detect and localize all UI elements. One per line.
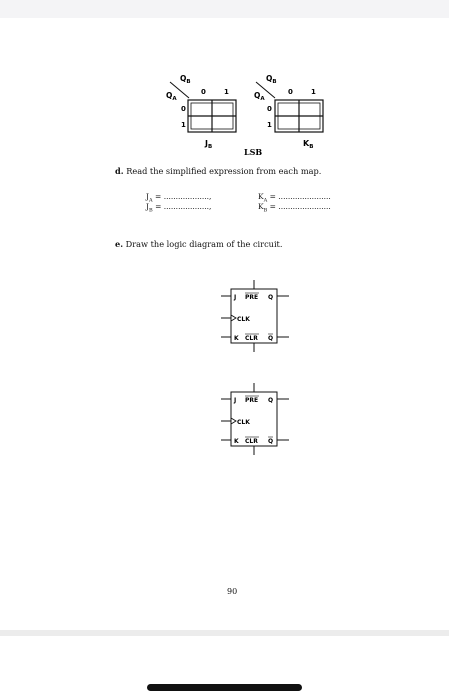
section-d-text: Read the simplified expression from each map. xyxy=(126,166,322,176)
kmap-label-kb: $K_B$ xyxy=(303,139,314,150)
pin-pre: PRE xyxy=(245,397,259,404)
pin-clr: CLR xyxy=(245,335,258,342)
expr-sub: B xyxy=(149,207,153,214)
kmap-row-header: 0 xyxy=(181,105,186,113)
pin-j: J xyxy=(234,397,237,404)
jk-flipflop-1 xyxy=(221,280,289,352)
pin-q: Q xyxy=(268,294,274,301)
jk-flipflop-2 xyxy=(221,383,289,455)
section-e-text: Draw the logic diagram of the circuit. xyxy=(125,239,283,249)
pin-clk: CLK xyxy=(237,316,250,323)
section-d-letter: d. xyxy=(115,166,124,176)
page-number: 90 xyxy=(227,587,238,596)
kmap-row-header: 1 xyxy=(181,121,186,129)
pin-k: K xyxy=(234,335,239,342)
kmap-col-var: $Q_B$ xyxy=(180,74,191,85)
kmap-row-var: $Q_A$ xyxy=(254,91,265,102)
expr-var: J xyxy=(146,192,150,201)
expr-var: K xyxy=(258,192,264,201)
answer-blank[interactable]: ..................., xyxy=(163,192,212,201)
answer-blank[interactable]: ..................., xyxy=(163,202,212,211)
kmap-col-header: 0 xyxy=(288,88,293,96)
kmap-row-header: 1 xyxy=(267,121,272,129)
pin-q: Q xyxy=(268,397,274,404)
expr-sub: B xyxy=(263,207,268,214)
pin-clk: CLK xyxy=(237,419,250,426)
pin-pre: PRE xyxy=(245,294,259,301)
answer-blank[interactable]: ...................... xyxy=(278,202,331,211)
pin-qbar: Q xyxy=(268,335,274,342)
pin-clr: CLR xyxy=(245,438,258,445)
expr-eq: = xyxy=(152,192,164,201)
kmap-col-header: 1 xyxy=(224,88,229,96)
expr-eq: = xyxy=(267,192,279,201)
expr-eq: = xyxy=(267,202,279,211)
expr-eq: = xyxy=(152,202,164,211)
answer-blank[interactable]: ...................... xyxy=(278,192,331,201)
section-e-letter: e. xyxy=(115,239,124,249)
kmap-label-jb: $J_B$ xyxy=(205,139,213,150)
expr-var: J xyxy=(146,202,150,211)
kmap-row-var: $Q_A$ xyxy=(166,91,177,102)
expr-sub: A xyxy=(149,197,153,204)
lsb-label: LSB xyxy=(244,147,263,157)
pin-qbar: Q xyxy=(268,438,274,445)
pin-j: J xyxy=(234,294,237,301)
kmap-row-header: 0 xyxy=(267,105,272,113)
kmap-col-var: $Q_B$ xyxy=(266,74,277,85)
pin-k: K xyxy=(234,438,239,445)
expr-sub: A xyxy=(263,197,268,204)
kmap-col-header: 1 xyxy=(311,88,316,96)
expr-var: K xyxy=(258,202,264,211)
kmap-col-header: 0 xyxy=(201,88,206,96)
